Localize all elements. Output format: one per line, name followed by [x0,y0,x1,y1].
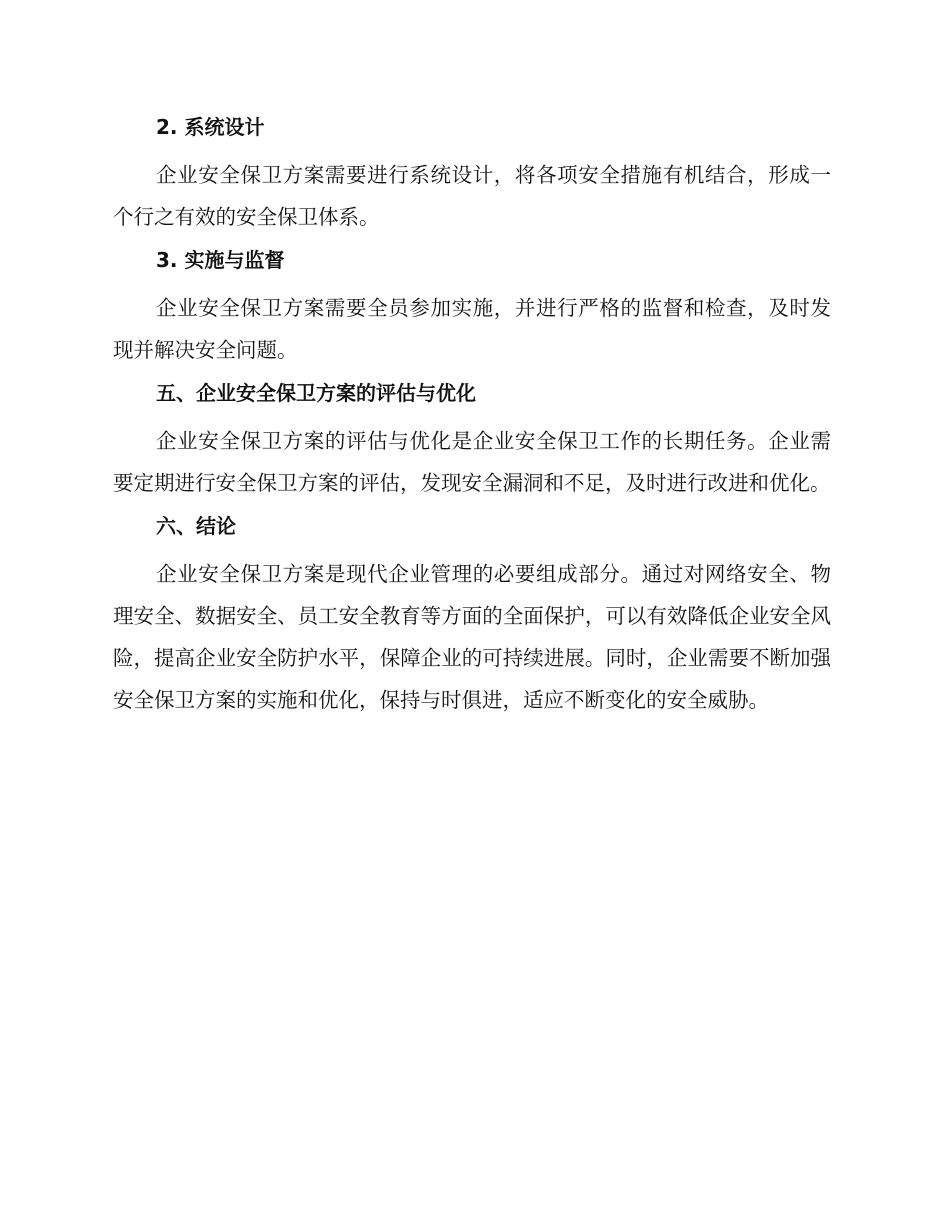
section-paragraph-implementation: 企业安全保卫方案需要全员参加实施，并进行严格的监督和检查，及时发现并解决安全问题。 [113,296,831,362]
section-heading-evaluation: 五、企业安全保卫方案的评估与优化 [156,381,476,405]
section-heading-implementation: 3. 实施与监督 [156,248,285,272]
section-heading-conclusion: 六、结论 [156,514,236,538]
section-heading-system-design: 2. 系统设计 [156,115,265,139]
section-paragraph-conclusion: 企业安全保卫方案是现代企业管理的必要组成部分。通过对网络安全、物理安全、数据安全、员工安全教育等方面的全面保护，可以有效降低企业安全风险，提高企业安全防护水平，保障企业的可持续进展。同时，企业需要不断加强安全保卫方案的实施和优化，保持与时俱进，适应不断变化的安全威胁。 [113,562,831,712]
section-paragraph-evaluation: 企业安全保卫方案的评估与优化是企业安全保卫工作的长期任务。企业需要定期进行安全保卫方案的评估，发现安全漏洞和不足，及时进行改进和优化。 [113,429,831,495]
document-body [113,112,831,728]
section-paragraph-system-design: 企业安全保卫方案需要进行系统设计，将各项安全措施有机结合，形成一个行之有效的安全保卫体系。 [113,163,831,229]
